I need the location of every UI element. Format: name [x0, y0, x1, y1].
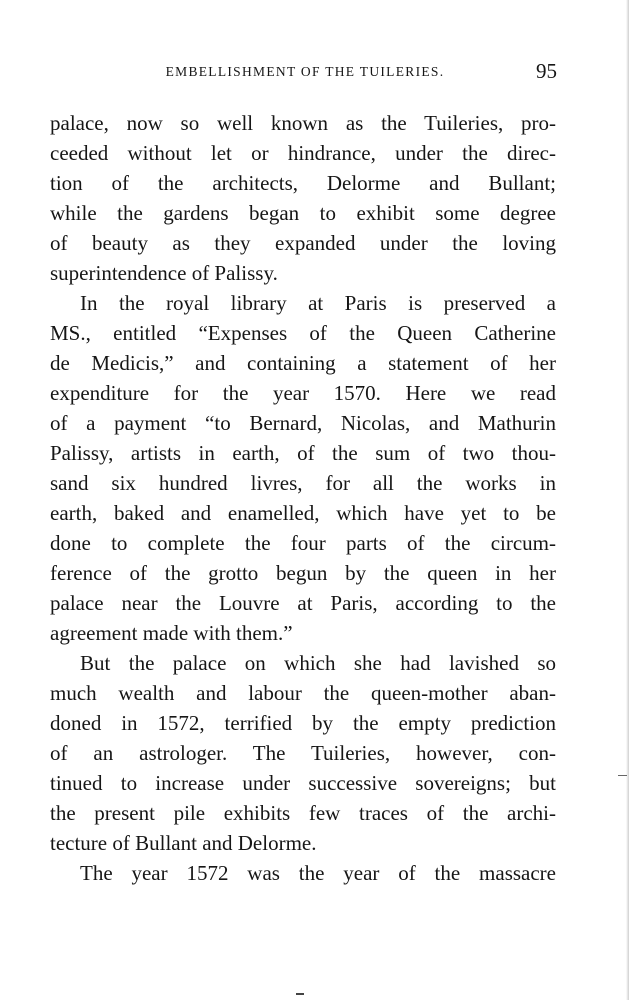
text-line: the present pile exhibits few traces of the archi- [50, 801, 556, 825]
text-line: done to complete the four parts of the circum- [50, 531, 556, 555]
paragraph-end-line: tecture of Bullant and Delorme. [50, 831, 317, 855]
text-line: de Medicis,” and containing a statement of her [50, 351, 556, 375]
text-line: of an astrologer. The Tuileries, however, con- [50, 741, 556, 765]
text-line: doned in 1572, terrified by the empty prediction [50, 711, 556, 735]
text-line: expenditure for the year 1570. Here we read [50, 381, 556, 405]
text-line: much wealth and labour the queen-mother aban- [50, 681, 556, 705]
text-line: MS., entitled “Expenses of the Queen Catherine [50, 321, 556, 345]
text-line: Palissy, artists in earth, of the sum of two thou- [50, 441, 556, 465]
paragraph-end-line: agreement made with them.” [50, 621, 293, 645]
paragraph-end-line: superintendence of Palissy. [50, 261, 278, 285]
text-line: sand six hundred livres, for all the works in [50, 471, 556, 495]
text-line: of beauty as they expanded under the loving [50, 231, 556, 255]
text-line: while the gardens began to exhibit some degree [50, 201, 556, 225]
paragraph-start-line: But the palace on which she had lavished so [80, 651, 556, 675]
text-line: of a payment “to Bernard, Nicolas, and Mathurin [50, 411, 556, 435]
paragraph-start-line: The year 1572 was the year of the massacre [80, 861, 556, 885]
edge-mark [618, 775, 627, 776]
body-text [50, 108, 556, 888]
paragraph-start-line: In the royal library at Paris is preserved a [80, 291, 556, 315]
text-line: ceeded without let or hindrance, under the direc- [50, 141, 556, 165]
text-line: earth, baked and enamelled, which have yet to be [50, 501, 556, 525]
text-line: tinued to increase under successive sovereigns; but [50, 771, 556, 795]
text-line: palace, now so well known as the Tuileries, pro- [50, 111, 556, 135]
page-number: 95 [536, 59, 557, 83]
bottom-speck [296, 993, 304, 995]
text-line: ference of the grotto begun by the queen in her [50, 561, 556, 585]
running-head: EMBELLISHMENT OF THE TUILERIES. [165, 64, 445, 79]
text-line: palace near the Louvre at Paris, according to the [50, 591, 556, 615]
text-line: tion of the architects, Delorme and Bullant; [50, 171, 556, 195]
